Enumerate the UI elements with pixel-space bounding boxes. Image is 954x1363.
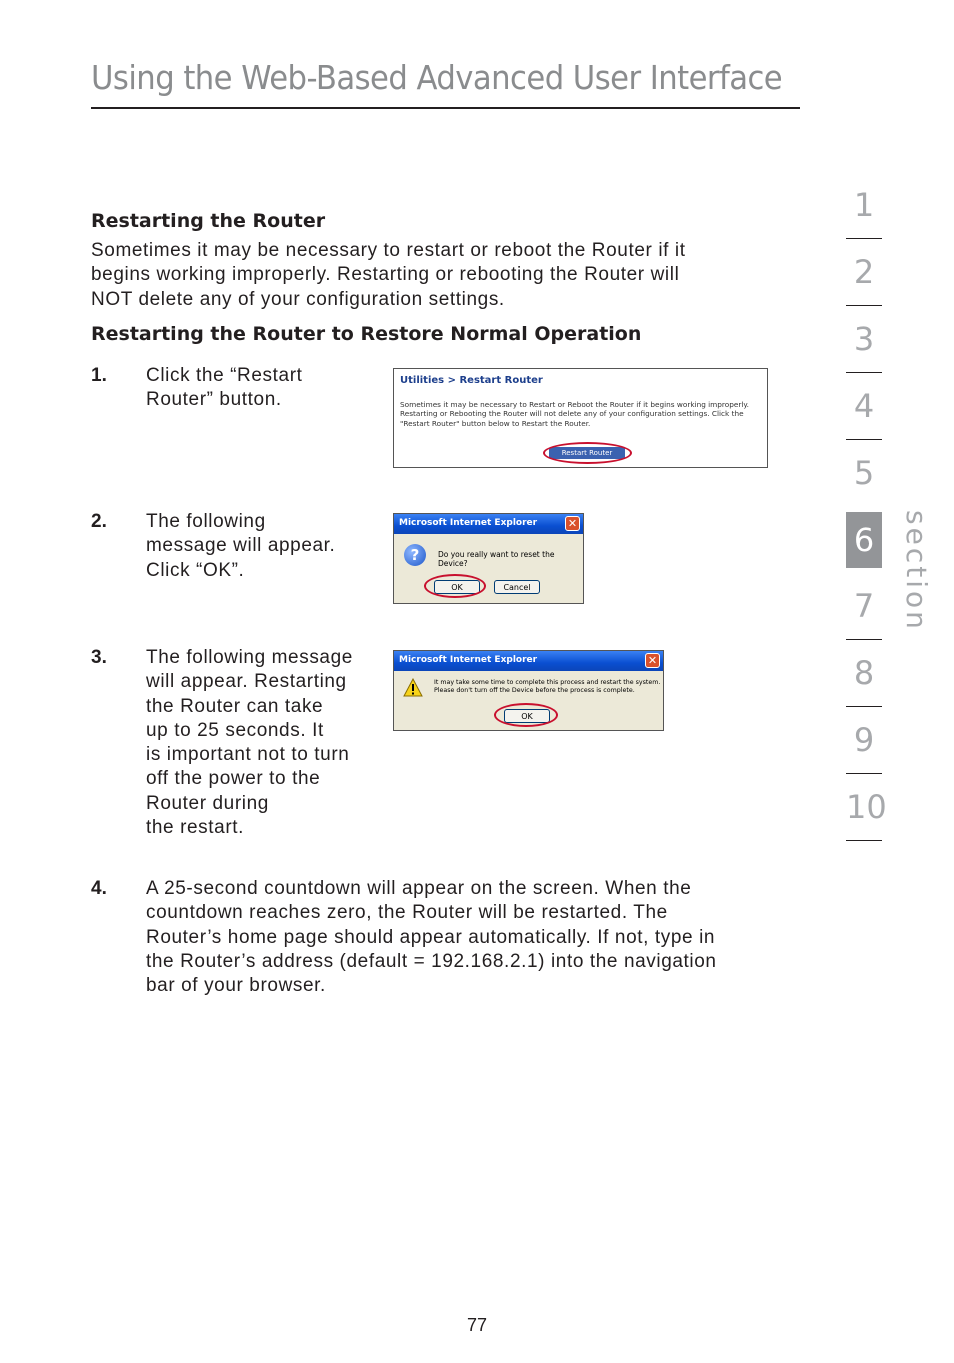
step-line: Router’s home page should appear automatically. If not, type in: [146, 926, 716, 948]
section-divider: [846, 840, 882, 841]
restart-line: Restarting or Rebooting the Router will not delete any of your configuration settings. Click the: [400, 409, 744, 419]
close-icon[interactable]: ✕: [565, 516, 580, 531]
step-number: 2.: [91, 511, 107, 532]
step-text: [146, 877, 806, 998]
section-divider: [846, 439, 882, 440]
intro-line: Sometimes it may be necessary to restart or reboot the Router if it: [91, 240, 686, 261]
step-line: Router” button.: [146, 389, 282, 411]
intro-line: begins working improperly. Restarting or rebooting the Router will: [91, 264, 680, 286]
step-line: is important not to turn: [146, 744, 350, 766]
step-number: 3.: [91, 647, 107, 668]
breadcrumb: Utilities > Restart Router: [400, 375, 543, 386]
section-divider: [846, 773, 882, 774]
step-line: A 25-second countdown will appear on the screen. When the: [146, 878, 692, 899]
section-number[interactable]: 9: [853, 721, 875, 759]
step-text: [146, 510, 386, 583]
intro-line: NOT delete any of your configuration settings.: [91, 288, 505, 310]
section-number[interactable]: 8: [853, 654, 875, 692]
restart-description: [400, 400, 762, 428]
ok-button[interactable]: OK: [504, 709, 550, 723]
step-text: [146, 364, 386, 413]
cancel-button[interactable]: Cancel: [494, 580, 540, 594]
dialog-title: Microsoft Internet Explorer: [399, 518, 538, 528]
dialog-title-bar: [394, 514, 583, 534]
page-number: 77: [466, 1315, 488, 1335]
title-divider: [91, 107, 800, 109]
step-line: The following: [146, 511, 266, 532]
message-line: Please don't turn off the Device before the process is complete.: [434, 687, 635, 694]
step-line: the Router’s address (default = 192.168.2.1) into the navigation: [146, 950, 717, 972]
message-line: It may take some time to complete this process and restart the system.: [434, 679, 661, 686]
dialog-title: Microsoft Internet Explorer: [399, 655, 538, 665]
step-line: The following message: [146, 647, 353, 668]
section-number[interactable]: 2: [853, 253, 875, 291]
section-divider: [846, 305, 882, 306]
dialog-message: Do you really want to reset the Device?: [438, 550, 555, 568]
step-line: Click the “Restart: [146, 365, 303, 386]
step-line: countdown reaches zero, the Router will be restarted. The: [146, 902, 668, 924]
section-divider: [846, 706, 882, 707]
step-line: off the power to the: [146, 768, 321, 790]
dialog-message: [434, 679, 660, 695]
restart-line: Sometimes it may be necessary to Restart or Reboot the Router if it begins working improperly.: [400, 400, 749, 409]
restart-line: "Restart Router" button below to Restart the Router.: [400, 418, 591, 428]
warning-icon: [403, 678, 423, 698]
section-divider: [846, 372, 882, 373]
dialog-title-bar: [394, 651, 663, 671]
ok-button[interactable]: OK: [434, 580, 480, 594]
restart-router-screenshot: [393, 368, 768, 468]
step-line: up to 25 seconds. It: [146, 719, 324, 741]
section-heading: Restarting the Router: [91, 210, 326, 232]
highlight-circle: [494, 703, 558, 727]
section-label: section: [900, 510, 933, 632]
step-line: the Router can take: [146, 695, 324, 717]
step-line: will appear. Restarting: [146, 671, 347, 693]
step-line: Router during: [146, 792, 269, 814]
confirm-dialog-screenshot: [393, 513, 584, 604]
highlight-circle: [424, 574, 486, 598]
section-number-active[interactable]: 6: [846, 512, 882, 568]
section-divider: [846, 639, 882, 640]
section-number[interactable]: 7: [853, 587, 875, 625]
close-icon[interactable]: ✕: [645, 653, 660, 668]
step-text: [146, 646, 391, 840]
section-number[interactable]: 1: [853, 186, 875, 224]
section-number[interactable]: 4: [853, 387, 875, 425]
section-number[interactable]: 3: [853, 320, 875, 358]
section-divider: [846, 238, 882, 239]
highlight-circle: [543, 442, 632, 464]
step-number: 1.: [91, 365, 107, 386]
step-number: 4.: [91, 878, 107, 899]
step-line: bar of your browser.: [146, 975, 326, 997]
notice-dialog-screenshot: [393, 650, 664, 731]
subheading: Restarting the Router to Restore Normal Operation: [91, 323, 642, 345]
intro-paragraph: [91, 239, 791, 312]
section-number[interactable]: 5: [853, 454, 875, 492]
section-number[interactable]: 10: [846, 788, 887, 826]
step-line: Click “OK”.: [146, 559, 245, 581]
step-line: the restart.: [146, 817, 245, 839]
restart-router-button[interactable]: Restart Router: [549, 447, 625, 459]
question-icon: ?: [404, 544, 426, 566]
page-title: Using the Web-Based Advanced User Interface: [91, 58, 783, 97]
step-line: message will appear.: [146, 535, 336, 557]
